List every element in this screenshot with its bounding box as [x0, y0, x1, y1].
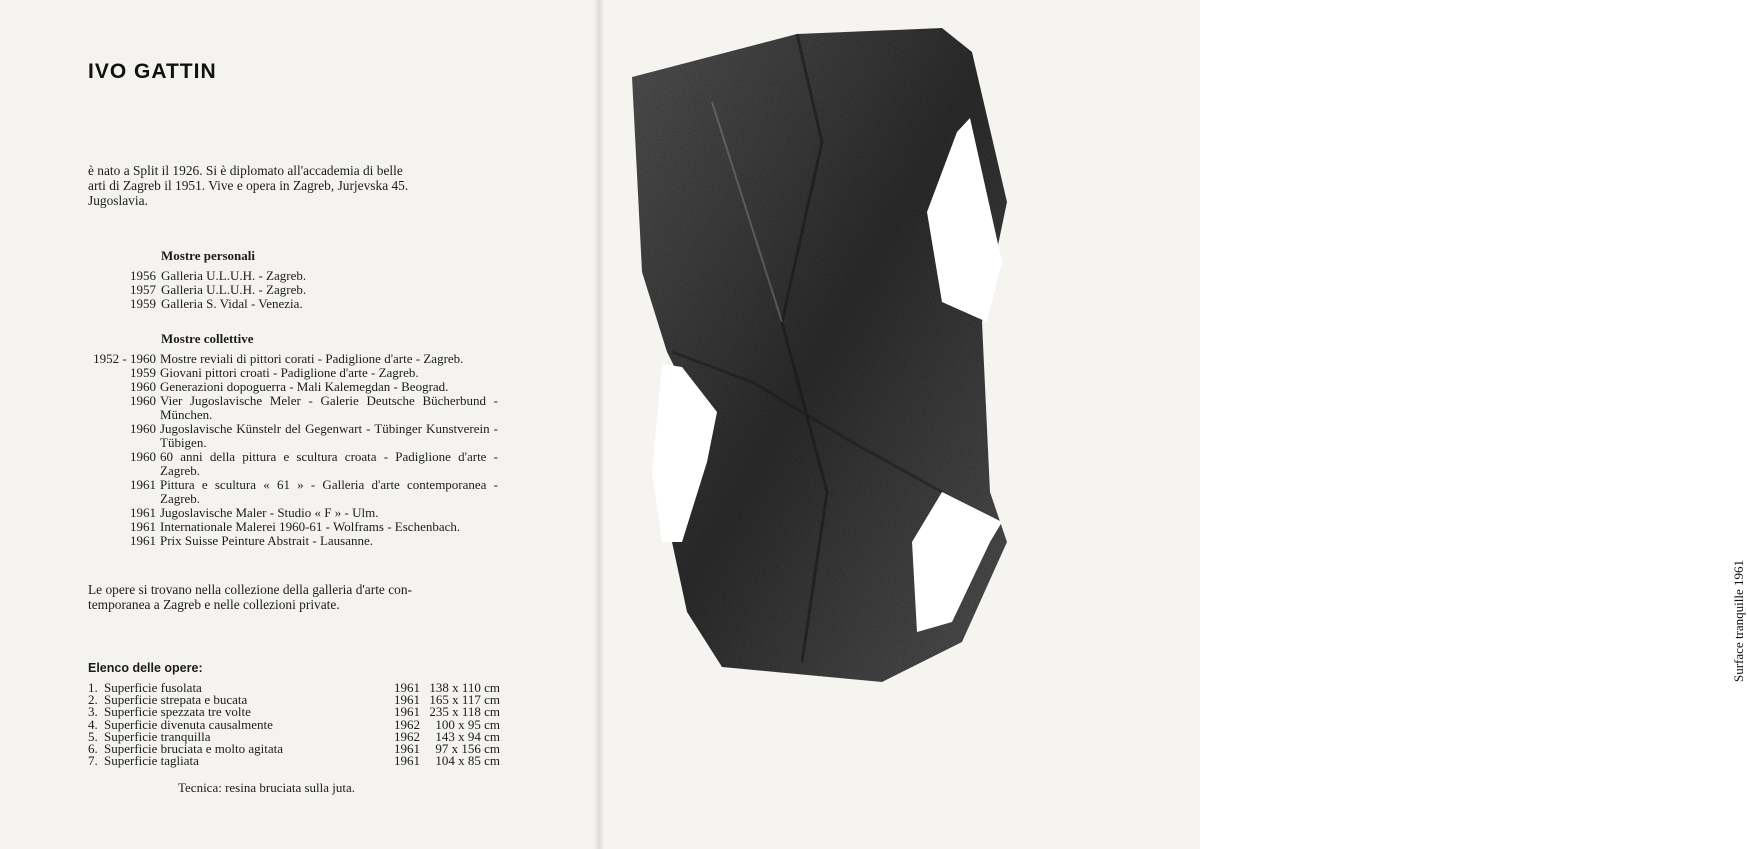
work-year: 1961 [394, 680, 420, 695]
exhibition-year: 1961 [130, 519, 156, 534]
work-size: 104 x 85 cm [435, 753, 500, 769]
work-year: 1961 [394, 704, 420, 720]
artwork-caption: Surface tranquille 1961 [1731, 559, 1746, 682]
exhibition-year: 1961 [130, 477, 156, 492]
solo-exhibitions-list [88, 269, 508, 311]
work-year: 1961 [394, 753, 420, 769]
exhibition-text: Galleria U.L.U.H. - Zagreb. [161, 282, 307, 297]
work-number: 5. [88, 728, 98, 744]
exhibition-year: 1960 [130, 421, 156, 436]
book-gutter [594, 0, 604, 849]
works-list [88, 682, 500, 767]
list-item [88, 366, 508, 380]
bio-line: arti di Zagreb il 1951. Vive e opera in Zagreb, Jurjevska 45. [88, 178, 409, 193]
works-heading: Elenco delle opere: [88, 661, 203, 675]
exhibition-year: 1952 - 1960 [93, 351, 156, 366]
work-size: 235 x 118 cm [429, 704, 500, 720]
work-number: 7. [88, 753, 98, 769]
exhibition-year: 1957 [130, 282, 156, 297]
work-number: 6. [88, 741, 98, 757]
list-item [88, 422, 508, 450]
work-row [88, 755, 500, 767]
exhibition-text: Galleria S. Vidal - Venezia. [161, 296, 303, 311]
artist-name: IVO GATTIN [88, 60, 217, 83]
list-item [88, 394, 508, 422]
exhibition-year: 1960 [130, 393, 156, 408]
work-size: 165 x 117 cm [429, 692, 500, 708]
technique-note: Tecnica: resina bruciata sulla juta. [178, 780, 356, 795]
bio-line: Jugoslavia. [88, 193, 148, 208]
list-item [88, 380, 508, 394]
exhibition-text: 60 anni della pittura e scultura croata - Padiglione d'arte - Zagreb. [160, 449, 498, 478]
work-title: Superficie spezzata tre volte [104, 704, 251, 720]
work-year: 1961 [394, 741, 420, 757]
work-number: 3. [88, 704, 98, 720]
exhibition-year: 1959 [130, 365, 156, 380]
work-year: 1962 [394, 716, 420, 732]
work-title: Superficie tranquilla [104, 728, 211, 744]
list-item [88, 506, 508, 520]
left-page [0, 0, 598, 849]
work-size: 97 x 156 cm [435, 741, 500, 757]
work-number: 1. [88, 680, 98, 695]
exhibition-text: Giovani pittori croati - Padiglione d'arte - Zagreb. [160, 365, 419, 380]
work-number: 4. [88, 716, 98, 732]
list-item [88, 450, 508, 478]
exhibition-year: 1960 [130, 449, 156, 464]
work-title: Superficie tagliata [104, 753, 199, 769]
exhibition-text: Prix Suisse Peinture Abstrait - Lausanne. [160, 533, 374, 548]
list-item [88, 534, 508, 548]
solo-exhibitions-heading: Mostre personali [161, 248, 255, 263]
exhibition-text: Pittura e scultura « 61 » - Galleria d'arte contemporanea - Zagreb. [160, 477, 498, 506]
exhibition-year: 1956 [130, 268, 156, 283]
right-page [598, 0, 1746, 849]
artwork-photo [612, 22, 1092, 686]
exhibition-year: 1961 [130, 533, 156, 548]
list-item [88, 283, 508, 297]
work-size: 100 x 95 cm [435, 716, 500, 732]
bio-line: è nato a Split il 1926. Si è diplomato all'accademia di belle [88, 163, 403, 178]
exhibition-text: Galleria U.L.U.H. - Zagreb. [161, 268, 307, 283]
biography [88, 163, 498, 208]
exhibition-text: Jugoslavische Künstelr del Gegenwart - Tübinger Kunstverein - Tübigen. [160, 421, 498, 450]
list-item [88, 269, 508, 283]
exhibition-text: Mostre reviali di pittori corati - Padiglione d'arte - Zagreb. [160, 351, 464, 366]
group-exhibitions-list [88, 352, 508, 548]
work-size: 138 x 110 cm [429, 680, 500, 695]
work-title: Superficie strepata e bucata [104, 692, 248, 708]
exhibition-year: 1960 [130, 379, 156, 394]
list-item [88, 297, 508, 311]
exhibition-year: 1961 [130, 505, 156, 520]
exhibition-year: 1959 [130, 296, 156, 311]
work-title: Superficie bruciata e molto agitata [104, 741, 284, 757]
list-item [88, 352, 508, 366]
collections-line: temporanea a Zagreb e nelle collezioni private. [88, 597, 340, 612]
collections-line: Le opere si trovano nella collezione della galleria d'arte con- [88, 582, 413, 597]
work-year: 1962 [394, 728, 420, 744]
work-number: 2. [88, 692, 98, 708]
work-year: 1961 [394, 692, 420, 708]
collections-note [88, 582, 498, 612]
exhibition-text: Generazioni dopoguerra - Mali Kalemegdan - Beograd. [160, 379, 449, 394]
exhibition-text: Jugoslavische Maler - Studio « F » - Ulm. [160, 505, 379, 520]
exhibition-text: Vier Jugoslavische Meler - Galerie Deutsche Bücherbund - München. [160, 393, 498, 422]
work-title: Superficie divenuta causalmente [104, 716, 273, 732]
work-size: 143 x 94 cm [435, 728, 500, 744]
list-item [88, 520, 508, 534]
group-exhibitions-heading: Mostre collettive [161, 331, 254, 346]
exhibition-text: Internationale Malerei 1960-61 - Wolframs - Eschenbach. [160, 519, 461, 534]
work-title: Superficie fusolata [104, 680, 202, 695]
list-item [88, 478, 508, 506]
